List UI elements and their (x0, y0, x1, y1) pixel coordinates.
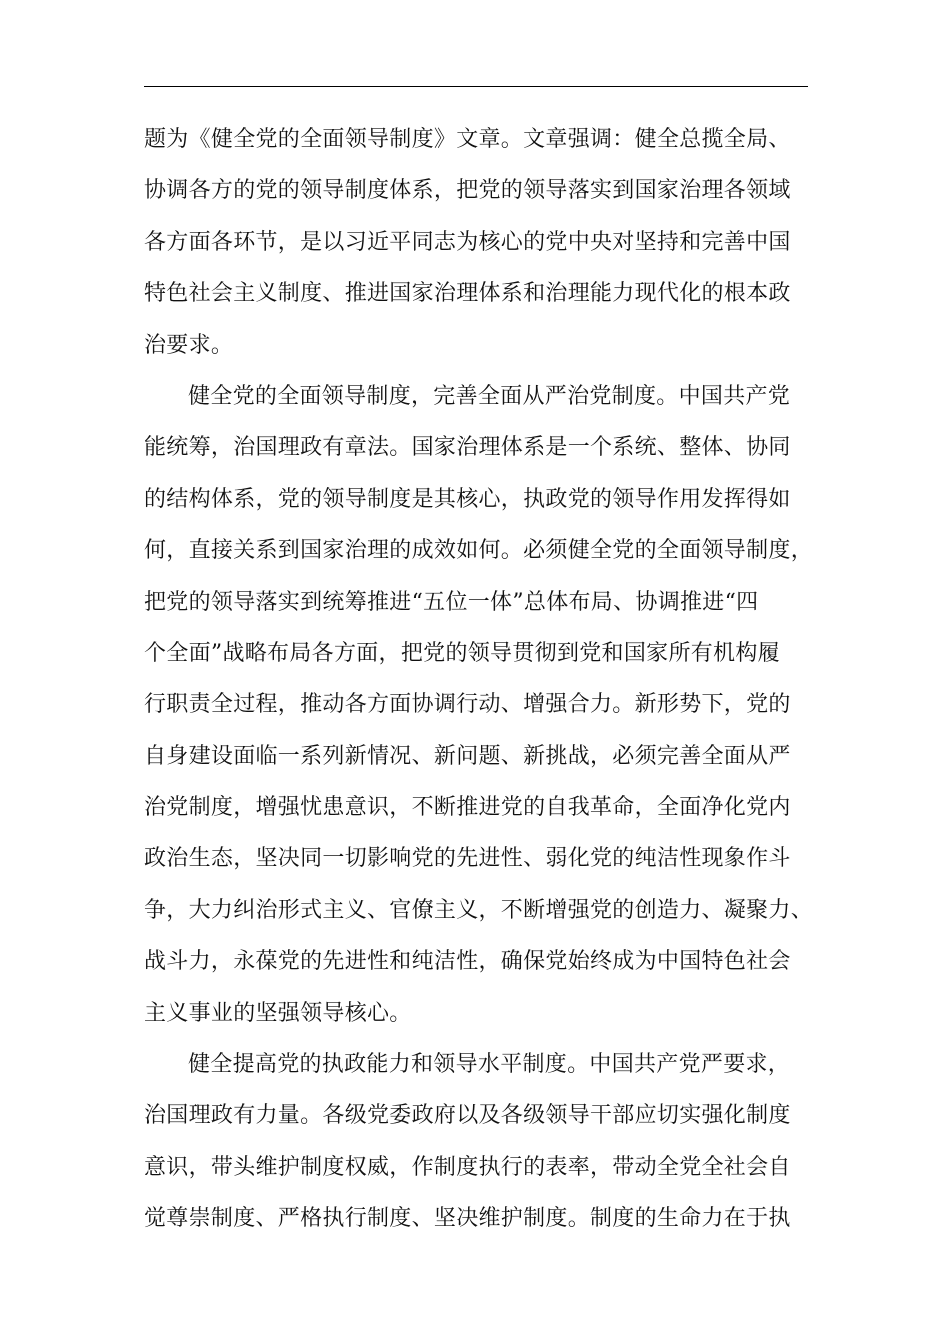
text-line: 题为《健全党的全面领导制度》文章。文章强调：健全总揽全局、 (144, 127, 791, 152)
text-line: 政治生态，坚决同一切影响党的先进性、弱化党的纯洁性现象作斗 (144, 846, 791, 872)
text-line: 战斗力，永葆党的先进性和纯洁性，确保党始终成为中国特色社会 (144, 949, 791, 975)
header-rule (144, 86, 808, 87)
text-line: 争，大力纠治形式主义、官僚主义，不断增强党的创造力、凝聚力、 (144, 897, 814, 923)
text-line: 协调各方的党的领导制度体系，把党的领导落实到国家治理各领域 (144, 178, 791, 204)
text-line: 意识，带头维护制度权威，作制度执行的表率，带动全党全社会自 (144, 1154, 791, 1180)
paragraph-2 (144, 371, 814, 1039)
paragraph-3 (144, 1039, 808, 1245)
text-line: 个全面”战略布局各方面，把党的领导贯彻到党和国家所有机构履 (144, 640, 780, 666)
text-line: 何，直接关系到国家治理的成效如何。必须健全党的全面领导制度， (144, 538, 814, 564)
text-line: 各方面各环节，是以习近平同志为核心的党中央对坚持和完善中国 (144, 229, 791, 255)
text-line: 行职责全过程，推动各方面协调行动、增强合力。新形势下，党的 (144, 692, 791, 718)
text-line: 治国理政有力量。各级党委政府以及各级领导干部应切实强化制度 (144, 1103, 791, 1129)
text-line: 健全提高党的执政能力和领导水平制度。中国共产党严要求， (188, 1052, 791, 1078)
text-line: 能统筹，治国理政有章法。国家治理体系是一个系统、整体、协同 (144, 435, 791, 461)
text-line: 的结构体系，党的领导制度是其核心，执政党的领导作用发挥得如 (144, 486, 791, 512)
paragraph-1 (144, 114, 808, 371)
text-line: 把党的领导落实到统筹推进“五位一体”总体布局、协调推进“四 (144, 589, 759, 615)
document-body (144, 114, 814, 1245)
text-line: 治党制度，增强忧患意识，不断推进党的自我革命，全面净化党内 (144, 795, 791, 821)
text-line: 特色社会主义制度、推进国家治理体系和治理能力现代化的根本政 (144, 281, 791, 307)
text-line: 觉尊崇制度、严格执行制度、坚决维护制度。制度的生命力在于执 (144, 1206, 791, 1232)
text-line: 主义事业的坚强领导核心。 (144, 1000, 412, 1026)
text-line: 健全党的全面领导制度，完善全面从严治党制度。中国共产党 (188, 383, 791, 409)
text-line: 治要求。 (144, 332, 234, 358)
text-line: 自身建设面临一系列新情况、新问题、新挑战，必须完善全面从严 (144, 743, 791, 769)
